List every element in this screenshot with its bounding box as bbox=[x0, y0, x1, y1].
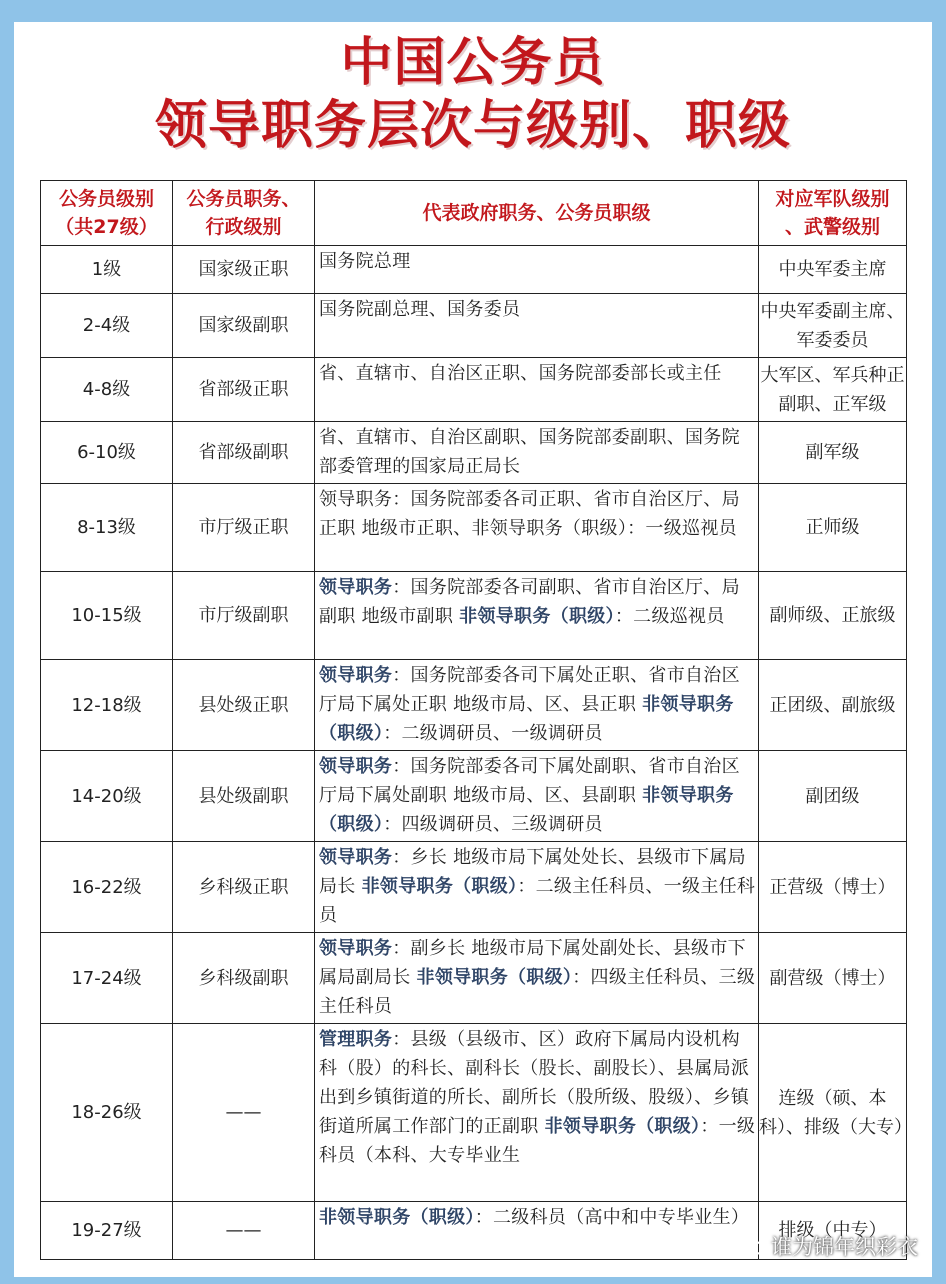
description-cell bbox=[315, 933, 759, 1024]
header-description: 代表政府职务、公务员职级 bbox=[315, 181, 759, 246]
military-cell: 中央军委副主席、军委委员 bbox=[759, 294, 907, 358]
category-label: 领导职务 bbox=[319, 577, 393, 598]
category-label: 非领导职务（职级） bbox=[416, 967, 573, 988]
military-cell: 副团级 bbox=[759, 751, 907, 842]
description-cell bbox=[315, 842, 759, 933]
description-text: ：二级巡视员 bbox=[614, 606, 725, 627]
rank-cell: 国家级副职 bbox=[173, 294, 315, 358]
rank-cell: 国家级正职 bbox=[173, 246, 315, 294]
category-label: 领导职务 bbox=[319, 665, 393, 686]
military-cell: 连级（硕、本科）、排级（大专） bbox=[759, 1024, 907, 1202]
category-label: 非领导职务（职级） bbox=[544, 1116, 701, 1137]
category-label: 非领导职务（职级） bbox=[459, 606, 615, 627]
grade-cell: 18-26级 bbox=[41, 1024, 173, 1202]
description-text: ：国务院部委各司下属处副职、省市自治区厅局下属处副职 地级市局、区、县副职 bbox=[319, 756, 740, 806]
table-header-row bbox=[41, 181, 907, 246]
grade-cell: 4-8级 bbox=[41, 358, 173, 422]
description-cell bbox=[315, 422, 759, 484]
description-cell bbox=[315, 484, 759, 572]
description-text: ：国务院部委各司副职、省市自治区厅、局副职 地级市副职 bbox=[319, 577, 740, 627]
table-row bbox=[41, 358, 907, 422]
rank-cell: 县处级副职 bbox=[173, 751, 315, 842]
description-text: ：四级调研员、三级调研员 bbox=[383, 814, 603, 835]
table-row bbox=[41, 660, 907, 751]
header-military: 对应军队级别 、武警级别 bbox=[759, 181, 907, 246]
header-grade: 公务员级别 （共27级） bbox=[41, 181, 173, 246]
table-row bbox=[41, 572, 907, 660]
military-cell: 正师级 bbox=[759, 484, 907, 572]
rank-cell: 省部级副职 bbox=[173, 422, 315, 484]
description-text: 国务院总理 bbox=[319, 251, 411, 272]
grade-cell: 19-27级 bbox=[41, 1202, 173, 1260]
grade-cell: 2-4级 bbox=[41, 294, 173, 358]
grade-cell: 6-10级 bbox=[41, 422, 173, 484]
grade-cell: 12-18级 bbox=[41, 660, 173, 751]
title-line-1: 中国公务员 bbox=[340, 33, 606, 93]
grade-table bbox=[40, 180, 912, 1260]
description-text: ：二级主任科员、一级主任科员 bbox=[319, 876, 756, 926]
header-rank: 公务员职务、 行政级别 bbox=[173, 181, 315, 246]
category-label: 非领导职务（职级） bbox=[319, 694, 734, 744]
rank-cell: —— bbox=[173, 1202, 315, 1260]
description-text: 省、直辖市、自治区副职、国务院部委副职、国务院部委管理的国家局正局长 bbox=[319, 427, 740, 477]
grade-cell: 10-15级 bbox=[41, 572, 173, 660]
category-label: 管理职务 bbox=[319, 1029, 393, 1050]
military-cell: 副军级 bbox=[759, 422, 907, 484]
description-text: ：二级调研员、一级调研员 bbox=[383, 723, 603, 744]
description-text: ：县级（县级市、区）政府下属局内设机构科（股）的科长、副科长（股长、副股长）、县属局派出到乡镇街道的所长、副所长（股所级、股级）、乡镇街道所属工作部门的正副职 bbox=[319, 1029, 750, 1137]
category-label: 领导职务 bbox=[319, 756, 393, 777]
table-row bbox=[41, 422, 907, 484]
table-row bbox=[41, 1024, 907, 1202]
rank-cell: 市厅级正职 bbox=[173, 484, 315, 572]
rank-cell: 市厅级副职 bbox=[173, 572, 315, 660]
military-cell: 副师级、正旅级 bbox=[759, 572, 907, 660]
category-label: 领导职务 bbox=[319, 847, 393, 868]
description-text: 省、直辖市、自治区正职、国务院部委部长或主任 bbox=[319, 363, 722, 384]
wechat-icon bbox=[735, 1234, 765, 1258]
category-label: 非领导职务（职级） bbox=[319, 1207, 475, 1228]
description-text: ：一级科员（本科、大专毕业生 bbox=[319, 1116, 756, 1166]
description-text: 国务院副总理、国务委员 bbox=[319, 299, 521, 320]
military-cell: 副营级（博士） bbox=[759, 933, 907, 1024]
military-cell: 正团级、副旅级 bbox=[759, 660, 907, 751]
title-line-2: 领导职务层次与级别、职级 bbox=[154, 96, 791, 156]
rank-cell: 省部级正职 bbox=[173, 358, 315, 422]
description-cell bbox=[315, 572, 759, 660]
description-text: ：四级主任科员、三级主任科员 bbox=[319, 967, 756, 1017]
watermark-text: 谁为锦年织彩衣 bbox=[771, 1235, 918, 1259]
description-cell bbox=[315, 751, 759, 842]
military-cell: 排级（中专） bbox=[759, 1202, 907, 1260]
description-cell bbox=[315, 1202, 759, 1260]
description-text: ：乡长 地级市局下属处处长、县级市下属局局长 bbox=[319, 847, 746, 897]
description-text: ：副乡长 地级市局下属处副处长、县级市下属局副局长 bbox=[319, 938, 746, 988]
table-row bbox=[41, 294, 907, 358]
table-row bbox=[41, 484, 907, 572]
table-row bbox=[41, 842, 907, 933]
grade-cell: 17-24级 bbox=[41, 933, 173, 1024]
description-cell bbox=[315, 246, 759, 294]
rank-cell: —— bbox=[173, 1024, 315, 1202]
description-cell bbox=[315, 358, 759, 422]
description-cell bbox=[315, 294, 759, 358]
grade-cell: 14-20级 bbox=[41, 751, 173, 842]
page-title bbox=[0, 32, 946, 158]
table-row bbox=[41, 246, 907, 294]
description-text: 领导职务：国务院部委各司正职、省市自治区厅、局正职 地级市正职、非领导职务（职级）：一级巡视员 bbox=[319, 489, 740, 539]
category-label: 非领导职务（职级） bbox=[361, 876, 518, 897]
table-row bbox=[41, 933, 907, 1024]
military-cell: 正营级（博士） bbox=[759, 842, 907, 933]
category-label: 非领导职务（职级） bbox=[319, 785, 734, 835]
grade-cell: 8-13级 bbox=[41, 484, 173, 572]
category-label: 领导职务 bbox=[319, 938, 393, 959]
military-cell: 中央军委主席 bbox=[759, 246, 907, 294]
watermark bbox=[735, 1228, 918, 1264]
rank-cell: 乡科级副职 bbox=[173, 933, 315, 1024]
grade-cell: 16-22级 bbox=[41, 842, 173, 933]
rank-cell: 县处级正职 bbox=[173, 660, 315, 751]
description-text: ：二级科员（高中和中专毕业生） bbox=[474, 1207, 750, 1228]
description-text: ：国务院部委各司下属处正职、省市自治区厅局下属处正职 地级市局、区、县正职 bbox=[319, 665, 740, 715]
rank-cell: 乡科级正职 bbox=[173, 842, 315, 933]
table-row bbox=[41, 751, 907, 842]
description-cell bbox=[315, 660, 759, 751]
grade-cell: 1级 bbox=[41, 246, 173, 294]
military-cell: 大军区、军兵种正副职、正军级 bbox=[759, 358, 907, 422]
description-cell bbox=[315, 1024, 759, 1202]
